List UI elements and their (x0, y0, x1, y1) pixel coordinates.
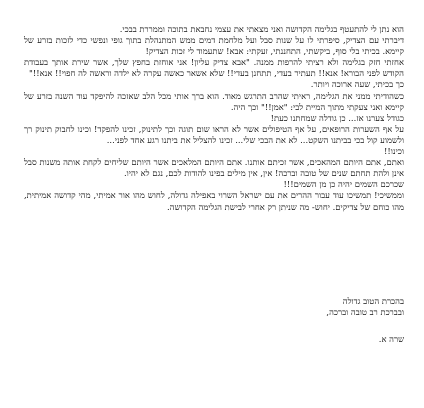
letter-paragraph: על אף השערות הרופאים, על אף הטיפולים אשר לא הראו שום תוגה וכך לתינוק, זכינו להפקד! וכינו לחבוק תינוק רך ולשמוע קול בכי בביתנו השקט... לא את הבכי שלי... זכינו להצליל את ביתנו רגע אחד לפני... (24, 123, 404, 145)
closing-line: בהכרת הטוב גדולה (342, 296, 404, 306)
letter-body (24, 24, 404, 213)
letter-paragraph: כך בכיתי, שעה ארוכה ויותר. (310, 79, 404, 90)
letter-paragraph: ואתם, אתם היותם המהאכים, אשר זכיתם אותנו. אתם היותם המלאכים אשר היותם שליחים לקחת אותה משנות סבל אינן ולהת תחתם שנים של טובה וברכה! אין, אין מילים בפינו להודות לכם, נגם לא יהיו. (24, 157, 404, 179)
letter-paragraph: שכרכם השמים יהיה כן מן השמים!!! (283, 179, 404, 190)
letter-paragraph: וממשיכי! תמשיכו עוד עבור ההרים את עם ישראל השרוי באפילה גדולה, לחוש מהו אור אמיתי, מהי קדושה אמיתית, מהו כוחם של צדיקים. יחוש- מה שניתן רק אחרי לבישת הגלימה הקדושה. (24, 190, 404, 212)
letter-paragraph: אחזתי חזק בגלימה ולא רציתי להרפות ממנה. "אבא צדיק עליון! אני אוחזת בחפץ שלך, אשר שירת אותך בעבודת הקודש לפני הבורא! אנא!! תעתיר בעדי, תתחנן בעדי!! שלא אשאר כאשה עקרה לא ילדה וראשה לה חפוי!! אנא!!" (24, 57, 404, 79)
letter-paragraph: כגודל צערנו אז... כן גודלה שמחתנו כעת! (270, 112, 404, 123)
letter-paragraph: כשהודיתי ממני את הגלימה, ראיתי שהרב התרגש מאוד. הוא ברך אותי מכל הלב שאזכה להיפקד עוד השנה בזרע של קיימא ואני צעקתי מתוך המיית לבי: "אמן!!" וכך היה. (24, 90, 404, 112)
letter-paragraph: הוא נתן לי להתעטף בגלימה הקדושה ואני מצאתי את עצמי נחבאת בתוכה וממררת בבכי. (119, 24, 404, 34)
letter-closing (204, 296, 404, 318)
letter-paragraph: דיברתי עם הצדיק, סיפרתי לו על שנות סבל ועל מלחמת דמים ממש המתנהלת בתוך גופי ונפשי כדי לזכות בזרע של קיימא. בכיתי בלי סוף, ביקשתי, התחננתי, זעקתי: אבא! שתעמוד לי זכות הצדיק! (24, 35, 404, 57)
closing-line: ובברכת רב טובה וברכה, (326, 307, 404, 318)
letter-paragraph: וכינו!! (383, 146, 404, 157)
signature: שרה א. (378, 334, 404, 344)
